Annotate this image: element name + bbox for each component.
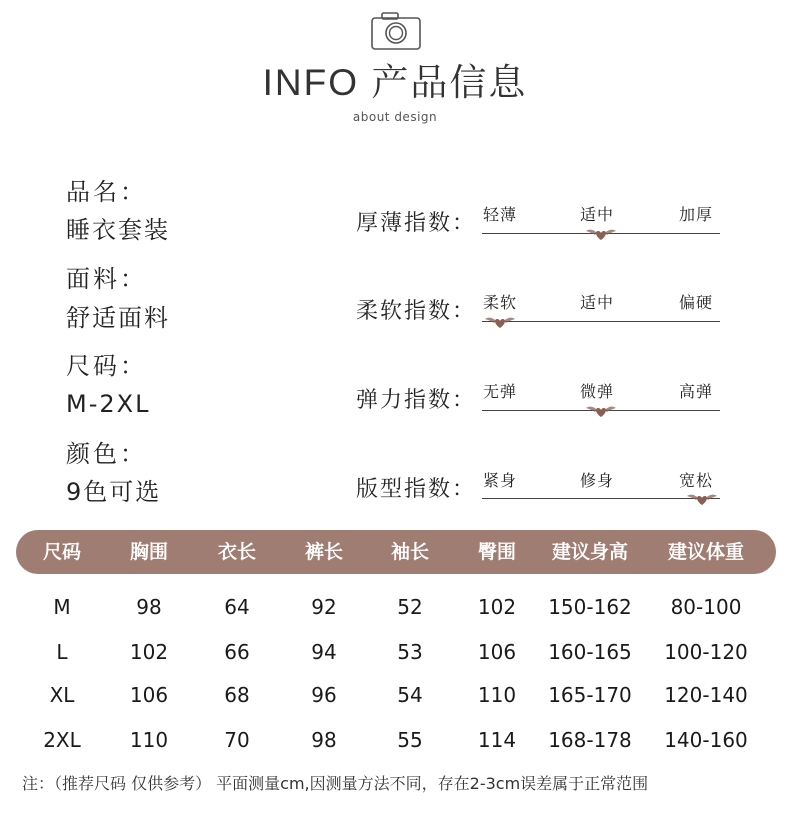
table-cell: 53 [397, 640, 423, 664]
table-cell: 102 [129, 640, 169, 664]
info-label-color: 颜色： [66, 440, 147, 468]
table-cell: 68 [224, 683, 250, 707]
table-cell: 92 [311, 595, 337, 619]
table-cell: 106 [129, 683, 169, 707]
scale-option: 适中 [580, 293, 615, 312]
table-cell: 110 [477, 683, 517, 707]
table-cell: 168-178 [548, 728, 632, 752]
scale-option: 适中 [580, 205, 615, 224]
table-cell: 120-140 [664, 683, 748, 707]
column-header: 建议体重 [667, 541, 744, 563]
scale-name: 厚薄指数： [356, 211, 477, 236]
table-cell: XL [49, 683, 75, 707]
table-cell: 98 [311, 728, 337, 752]
scale-name: 版型指数： [356, 477, 477, 502]
table-cell: 55 [397, 728, 423, 752]
table-cell: 165-170 [548, 683, 632, 707]
info-value-color: 9色可选 [66, 478, 162, 506]
column-header: 臀围 [477, 541, 516, 563]
info-value-fabric: 舒适面料 [66, 304, 170, 332]
info-label-name: 品名： [66, 178, 147, 206]
table-cell: 102 [477, 595, 517, 619]
column-header: 尺码 [42, 541, 81, 563]
column-header: 袖长 [390, 541, 429, 563]
heart-wings-icon [687, 492, 717, 506]
info-value-name: 睡衣套装 [66, 216, 170, 244]
table-cell: 80-100 [670, 595, 742, 619]
scale-option: 高弹 [679, 382, 714, 401]
scale-option: 无弹 [483, 382, 518, 401]
table-cell: 140-160 [664, 728, 748, 752]
column-header: 建议身高 [551, 541, 628, 563]
table-cell: 100-120 [664, 640, 748, 664]
table-cell: 114 [477, 728, 517, 752]
size-table-header [16, 530, 776, 574]
heart-wings-icon [586, 227, 616, 241]
table-cell: 96 [311, 683, 337, 707]
scale-line [482, 498, 720, 499]
scale-option: 紧身 [483, 471, 518, 490]
table-cell: 66 [224, 640, 250, 664]
scale-name: 柔软指数： [356, 299, 477, 324]
table-cell: 150-162 [548, 595, 632, 619]
scale-option: 偏硬 [679, 293, 714, 312]
heart-wings-icon [485, 315, 515, 329]
table-cell: M [53, 595, 71, 619]
camera-icon [371, 12, 421, 50]
table-cell: 70 [224, 728, 250, 752]
table-cell: 94 [311, 640, 337, 664]
table-cell: 54 [397, 683, 423, 707]
table-cell: 2XL [43, 728, 81, 752]
column-header: 裤长 [304, 541, 343, 563]
scale-option: 轻薄 [483, 205, 518, 224]
table-cell: 160-165 [548, 640, 632, 664]
table-cell: 110 [129, 728, 169, 752]
scale-line [482, 321, 720, 322]
scale-option: 柔软 [483, 293, 518, 312]
scale-name: 弹力指数： [356, 388, 477, 413]
scale-option: 宽松 [679, 471, 714, 490]
table-cell: 64 [224, 595, 250, 619]
scale-option: 微弹 [580, 382, 615, 401]
page-title: INFO 产品信息 [262, 62, 528, 103]
column-header: 胸围 [129, 541, 168, 563]
scale-option: 修身 [580, 471, 615, 490]
table-cell: 52 [397, 595, 423, 619]
table-cell: 98 [136, 595, 162, 619]
info-label-fabric: 面料： [66, 265, 147, 293]
table-cell: L [56, 640, 68, 664]
info-label-size: 尺码： [66, 352, 147, 380]
heart-wings-icon [586, 404, 616, 418]
table-cell: 106 [477, 640, 517, 664]
info-value-size: M-2XL [66, 390, 151, 418]
scale-option: 加厚 [679, 205, 714, 224]
footnote: 注：（推荐尺码 仅供参考） 平面测量cm,因测量方法不同，存在2-3cm误差属于正常范围 [22, 774, 649, 793]
column-header: 衣长 [217, 541, 256, 563]
page-subtitle: about design [352, 110, 438, 124]
